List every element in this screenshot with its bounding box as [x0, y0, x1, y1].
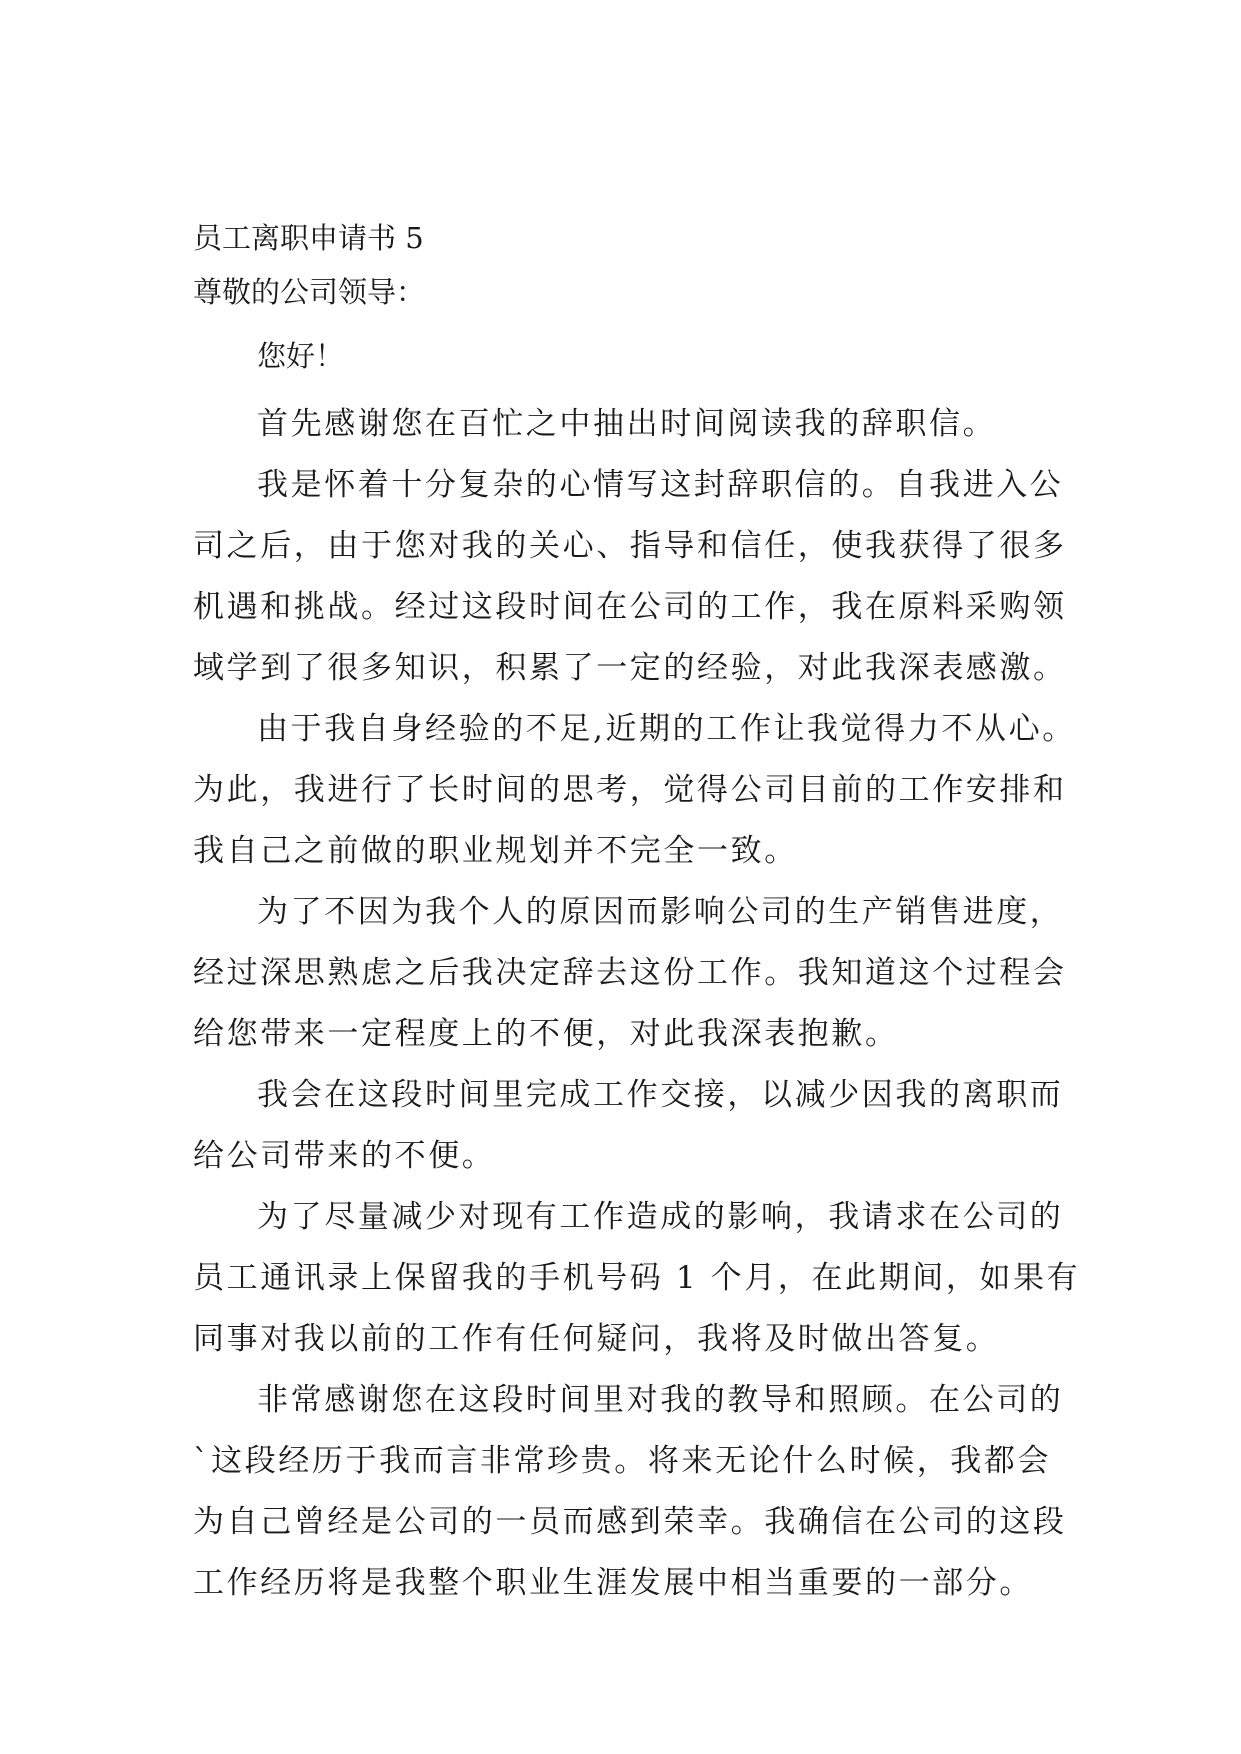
paragraph-decision: [193, 882, 1067, 1065]
paragraph-line: 为了尽量减少对现有工作造成的影响，我请求在公司的: [257, 1199, 1064, 1235]
paragraph-gratitude: [193, 1370, 1067, 1614]
paragraph-feelings: [193, 455, 1067, 699]
paragraph-line: 为此，我进行了长时间的思考，觉得公司目前的工作安排和: [193, 772, 1067, 808]
paragraph-line: 为了不因为我个人的原因而影响公司的生产销售进度，: [257, 894, 1064, 930]
paragraph-line: 我是怀着十分复杂的心情写这封辞职信的。自我进入公: [257, 467, 1064, 503]
document-page: [193, 218, 1081, 1614]
paragraph-line: 非常感谢您在这段时间里对我的教导和照顾。在公司的: [257, 1382, 1064, 1418]
paragraph-line: 域学到了很多知识，积累了一定的经验，对此我深表感激。: [193, 650, 1067, 686]
document-title: 员工离职申请书 5: [193, 221, 424, 255]
paragraph-line: 工作经历将是我整个职业生涯发展中相当重要的一部分。: [193, 1565, 1033, 1601]
salutation: 尊敬的公司领导：: [193, 275, 426, 309]
paragraph-line: 我自己之前做的职业规划并不完全一致。: [193, 833, 798, 869]
paragraph-line: 司之后，由于您对我的关心、指导和信任，使我获得了很多: [193, 528, 1067, 564]
paragraph-thanks: [193, 394, 1053, 455]
paragraph-line: 员工通讯录上保留我的手机号码 1 个月，在此期间，如果有: [193, 1260, 1081, 1296]
paragraph-line: 机遇和挑战。经过这段时间在公司的工作，我在原料采购领: [193, 589, 1067, 625]
greeting: 您好！: [257, 339, 345, 373]
paragraph-line: 经过深思熟虑之后我决定辞去这份工作。我知道这个过程会: [193, 955, 1067, 991]
paragraph-handover: [193, 1065, 1064, 1187]
paragraph-contact: [193, 1187, 1081, 1370]
paragraph-line: 为自己曾经是公司的一员而感到荣幸。我确信在公司的这段: [193, 1504, 1067, 1540]
paragraph-line: 由于我自身经验的不足,近期的工作让我觉得力不从心。: [257, 711, 1076, 747]
paragraph-line: 同事对我以前的工作有任何疑问，我将及时做出答复。: [193, 1321, 1000, 1357]
paragraph-reason: [193, 699, 1076, 882]
paragraph-line: 给您带来一定程度上的不便，对此我深表抱歉。: [193, 1016, 899, 1052]
paragraph-line: 给公司带来的不便。: [193, 1138, 496, 1174]
paragraph-line: 首先感谢您在百忙之中抽出时间阅读我的辞职信。: [257, 406, 997, 442]
paragraph-line: 我会在这段时间里完成工作交接，以减少因我的离职而: [257, 1077, 1064, 1113]
paragraph-line: `这段经历于我而言非常珍贵。将来无论什么时候，我都会: [193, 1443, 1052, 1479]
